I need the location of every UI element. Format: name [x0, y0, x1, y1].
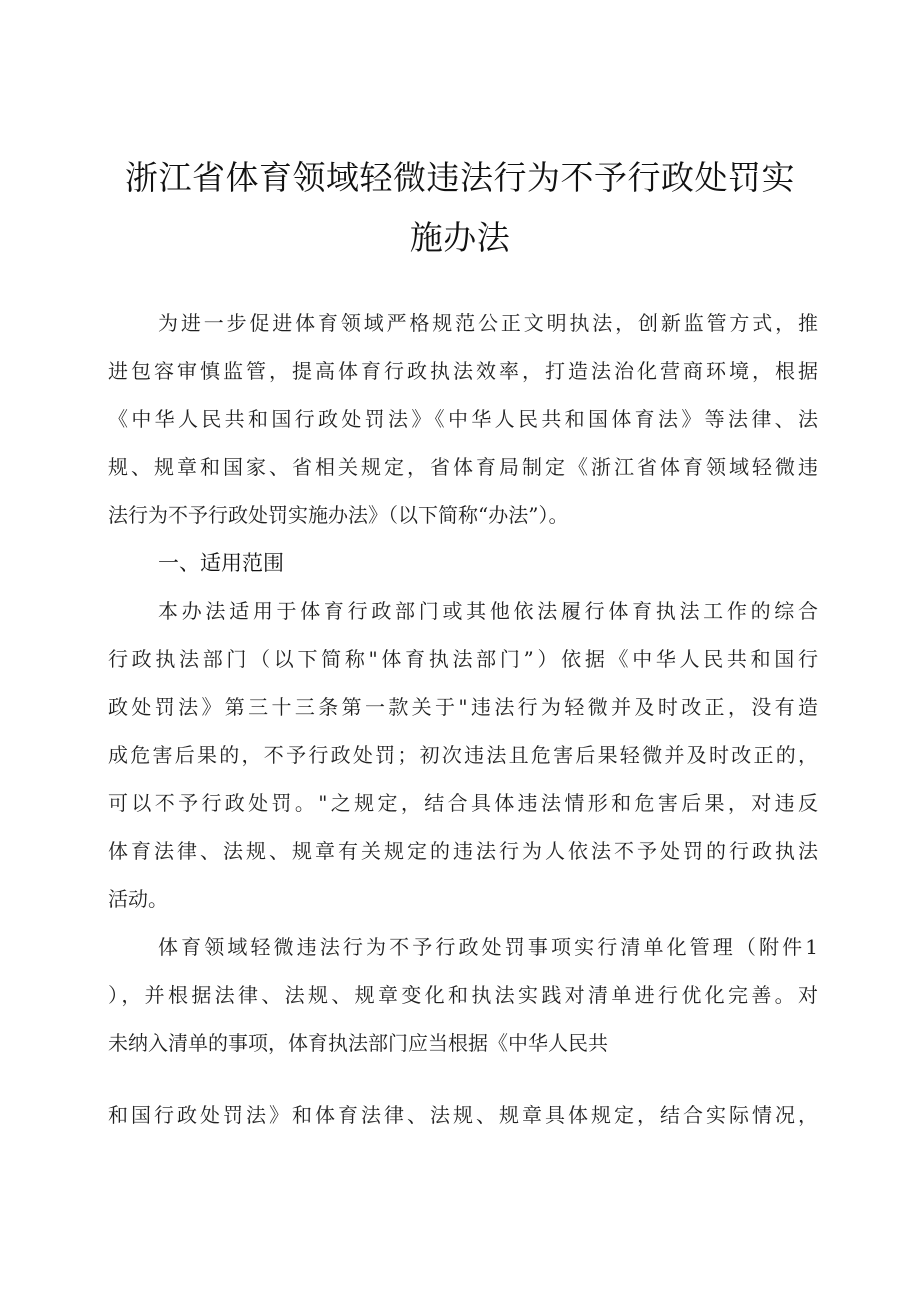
- section-paragraph-line: 可以不予行政处罚。"之规定，结合具体违法情形和危害后果，对违反: [108, 791, 818, 815]
- section-paragraph-line: 成危害后果的，不予行政处罚；初次违法且危害后果轻微并及时改正的，: [108, 743, 818, 767]
- body-paragraph-line: 和国行政处罚法》和体育法律、法规、规章具体规定，结合实际情况，: [108, 1103, 818, 1127]
- body-paragraph-line: 体育领域轻微违法行为不予行政处罚事项实行清单化管理（附件1: [158, 935, 818, 959]
- section-paragraph-line: 活动。: [108, 887, 168, 911]
- document-title-line-2: 施办法: [409, 218, 511, 257]
- section-paragraph-line: 政处罚法》第三十三条第一款关于"违法行为轻微并及时改正，没有造: [108, 695, 818, 719]
- section-paragraph-line: 体育法律、法规、规章有关规定的违法行为人依法不予处罚的行政执法: [108, 839, 818, 863]
- intro-paragraph-line: 法行为不予行政处罚实施办法》（以下简称“办法”）。: [108, 503, 569, 527]
- body-paragraph-line: ），并根据法律、法规、规章变化和执法实践对清单进行优化完善。对: [108, 983, 818, 1007]
- section-heading-scope: 一、适用范围: [158, 551, 284, 575]
- intro-paragraph-line: 为进一步促进体育领域严格规范公正文明执法，创新监管方式，推: [158, 311, 818, 335]
- section-paragraph-line: 本办法适用于体育行政部门或其他依法履行体育执法工作的综合: [158, 599, 818, 623]
- document-title-line-1: 浙江省体育领域轻微违法行为不予行政处罚实: [125, 158, 795, 197]
- intro-paragraph-line: 《中华人民共和国行政处罚法》《中华人民共和国体育法》等法律、法: [108, 407, 818, 431]
- body-paragraph-line: 未纳入清单的事项，体育执法部门应当根据《中华人民共: [108, 1031, 608, 1055]
- intro-paragraph-line: 规、规章和国家、省相关规定，省体育局制定《浙江省体育领域轻微违: [108, 455, 818, 479]
- intro-paragraph-line: 进包容审慎监管，提高体育行政执法效率，打造法治化营商环境，根据: [108, 359, 818, 383]
- section-paragraph-line: 行政执法部门（以下简称"体育执法部门”）依据《中华人民共和国行: [108, 647, 818, 671]
